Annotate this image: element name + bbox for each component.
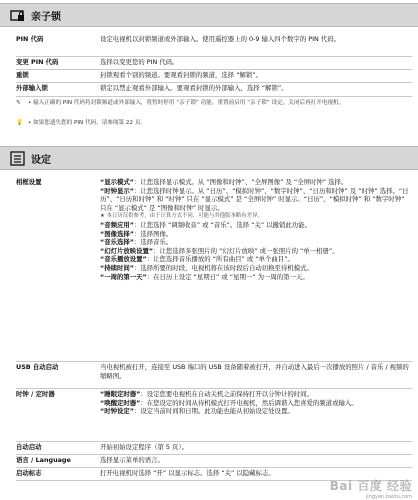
setting-description: 打开电视机时选择 “开” 以显示标志。选择 “关” 以隐藏标志。 (100, 469, 275, 477)
setting-row-usb-auto-start (16, 362, 412, 389)
note-tip-icon: 💡 (16, 120, 23, 126)
option-name: “音频应用” (100, 220, 134, 229)
setting-description (100, 389, 412, 441)
note-text: • 如果您遗失您的 PIN 代码，请参阅第 22 页。 (28, 120, 147, 126)
option-name: “时钟设定” (100, 407, 134, 416)
section-title: 设定 (31, 154, 51, 166)
setting-description: 选择以变更您的 PIN 代码。 (100, 58, 179, 66)
option-clock-display (100, 187, 412, 213)
note-item (16, 100, 412, 107)
setting-description (100, 177, 412, 361)
setting-row-change-pin (16, 57, 412, 70)
setting-key: 启动标志 (16, 469, 42, 477)
section-header-parental-lock (0, 3, 418, 27)
settings-list-icon (10, 151, 25, 166)
option-text: ：在您设定的时间从待机模式打开电视机，然后调谐入您喜爱的频道或输入。 (140, 398, 358, 407)
setting-description: 锁定以禁止观看外部输入。要观看封锁的外部输入，选择 “解锁”。 (100, 84, 288, 92)
lock-tv-icon (10, 8, 25, 23)
option-name: “唤醒定时器” (100, 398, 141, 407)
setting-key: 时钟 / 定时器 (16, 390, 55, 398)
setting-description: 当电视机被打开，连接至 USB 端口的 USB 设备随着被打开，并自动进入最后一次播放的照片 / 音乐 / 视频的缩略图。 (100, 363, 409, 380)
option-clock-set (100, 407, 412, 416)
setting-row-lock (16, 70, 412, 83)
setting-key: PIN 代码 (16, 35, 44, 43)
setting-key: 相框设置 (16, 178, 42, 186)
setting-key: 语言 / Language (16, 456, 71, 464)
option-music-select (100, 238, 412, 247)
option-text: ：设定您要电视机在自动关机之前保持打开以分钟计的时间。 (140, 390, 313, 398)
option-name: “图像选择” (100, 229, 134, 238)
option-name: “睡眠定时器” (100, 390, 141, 398)
setting-row-auto-start (16, 442, 412, 455)
section-title: 亲子锁 (31, 11, 61, 23)
option-text: ：设定当前时间和日期。此功能也能从初始设定处设置。 (133, 407, 294, 416)
option-text: ：让您选择 “调频收音” 或 “音乐”。选择 “关” 以撤销此功能。 (133, 220, 311, 229)
setting-key: 外部输入锁 (16, 84, 48, 92)
option-audio-app (100, 221, 412, 230)
note-pencil-icon: ✎ (16, 100, 21, 106)
section-header-settings (0, 146, 418, 170)
option-first-day (100, 273, 412, 282)
option-name: “音乐选择” (100, 238, 134, 247)
option-image-select (100, 230, 412, 239)
option-music-play (100, 255, 412, 264)
setting-row-pin (16, 34, 412, 57)
option-text: ：选择图像。 (133, 229, 173, 238)
option-text: ：让您选择音乐播放的 “所有曲目” 或 “单个曲目”。 (146, 255, 294, 264)
setting-description: 选择显示菜单的语言。 (100, 456, 164, 464)
option-text: ：让您选择时钟显示。从 “日历”、“模拟时钟”、“数字时钟”、“日历和时钟” 及 “时钟” 选择。“日历”、“日历和时钟” 和 “时钟” 只在 “显示模式” 是 “全屏时钟” 时显示。“日历”、“模拟时钟” 和 “数字时钟” 只在 “显示模式” 是 “图像和时钟” 时显示。 (100, 186, 409, 212)
note-text: • 输入正确的 PIN 代码将封锁频道或外部输入，将暂时停用 “亲子锁” 功能。重置前启用 “亲子锁” 设定，关闭后再打开电视机。 (28, 100, 345, 106)
setting-description: 设定电视机以封锁频道或外部输入。使用遥控器上的 0-9 输入四个数字的 PIN 代码。 (100, 35, 340, 43)
baidu-watermark: Bai 百度 经验 (329, 479, 412, 493)
option-name: “时钟显示” (100, 186, 134, 195)
option-display-mode (100, 178, 412, 187)
option-name: “音乐播放设置” (100, 255, 147, 264)
option-text: ：选择所要的时段，电视机将在该时段后自动切换至待机模式。 (133, 263, 313, 272)
option-text: ：选择音乐。 (133, 238, 173, 247)
setting-row-external-lock (16, 83, 412, 97)
setting-description: 开始初始设定程序（第 5 页）。 (100, 443, 189, 451)
setting-key: 重锁 (16, 71, 29, 79)
setting-row-frame-settings (16, 177, 412, 362)
option-name: “幻灯片放映设置” (100, 246, 154, 255)
setting-description: 封锁观看个别的频道。要观看封锁的频道，选择 “解锁”。 (100, 71, 263, 79)
option-sleep-timer (100, 390, 412, 399)
option-name: “一周的第一天” (100, 272, 147, 281)
option-text: ：在日历上设定 “星期日” 或 “星期一” 为一周的第一天。 (146, 272, 309, 281)
note-item (16, 120, 412, 127)
setting-key: 自动启动 (16, 443, 42, 451)
option-footnote: ★ 本日历仅供参考，由于计算方式不同，可能与其他版本略有差异。 (100, 213, 263, 220)
watermark-url: jingyan.baidu.com (365, 494, 412, 500)
option-name: “持续时间” (100, 263, 134, 272)
option-duration (100, 264, 412, 273)
option-text: ：让您选择多张照片的 “幻灯片放映” 或一张照片的 “单一相册”。 (153, 246, 339, 255)
setting-row-clock-timer (16, 389, 412, 442)
option-name: “显示模式” (100, 178, 134, 186)
option-wake-timer (100, 399, 412, 408)
setting-row-language (16, 455, 412, 468)
option-text: ：让您选择显示模式。从 “图像和时钟”、“全屏图像” 及 “全屏时钟” 选择。 (133, 178, 348, 186)
setting-key: 变更 PIN 代码 (16, 58, 59, 66)
setting-key: USB 自动启动 (16, 363, 59, 371)
